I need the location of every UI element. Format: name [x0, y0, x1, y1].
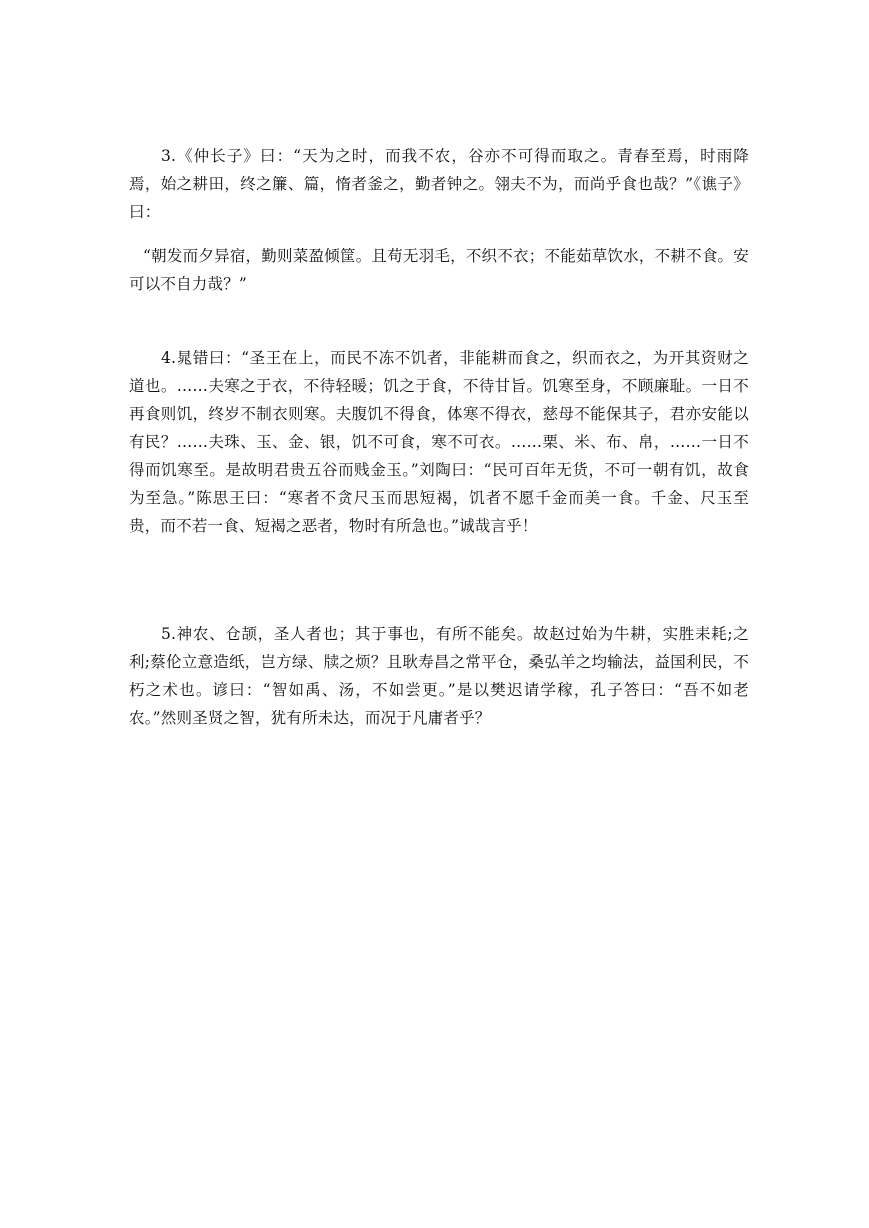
paragraph-5-shennong-cangjie: 5.神农、仓颉，圣人者也；其于事也，有所不能矣。故赵过始为牛耕，实胜耒耗;之利;蔡伦立意造纸，岂方绿、牍之烦？且耿寿昌之常平仓，桑弘羊之均输法，益国利民，不朽之术也。谚曰：“智如禹、汤，不如尝更。”是以樊迟请学稼，孔子答曰：“吾不如老农。”然则圣贤之智，犹有所未达，而况于凡庸者乎？ — [129, 625, 749, 727]
paragraph-3-zhongchangzi: 3.《仲长子》曰：“天为之时，而我不农，谷亦不可得而取之。青春至焉，时雨降焉，始之耕田，终之簾、篇，惰者釜之，勤者钟之。翎夫不为，而尚乎食也哉？”《谯子》曰： — [129, 147, 749, 221]
paragraph-3-quote-continuation: “朝发而夕异宿，勤则菜盈倾筐。且苟无羽毛，不织不衣；不能茹草饮水，不耕不食。安可以不自力哉？” — [129, 247, 749, 293]
paragraph-4-chaocuo: 4.晁错曰：“圣王在上，而民不冻不饥者，非能耕而食之，织而衣之，为开其资财之道也。……夫寒之于衣，不待轻暖；饥之于食，不待甘旨。饥寒至身，不顾廉耻。一日不再食则饥，终岁不制衣则寒。夫腹饥不得食，体寒不得衣，慈母不能保其子，君亦安能以有民？……夫珠、玉、金、银，饥不可食，寒不可衣。……栗、米、布、帛，……一日不得而饥寒至。是故明君贵五谷而贱金玉。”刘陶曰：“民可百年无货，不可一朝有饥，故食为至急。”陈思王曰：“寒者不贪尺玉而思短褐，饥者不愿千金而美一食。千金、尺玉至贵，而不若一食、短褐之恶者，物时有所急也。”诚哉言乎！ — [129, 349, 749, 535]
